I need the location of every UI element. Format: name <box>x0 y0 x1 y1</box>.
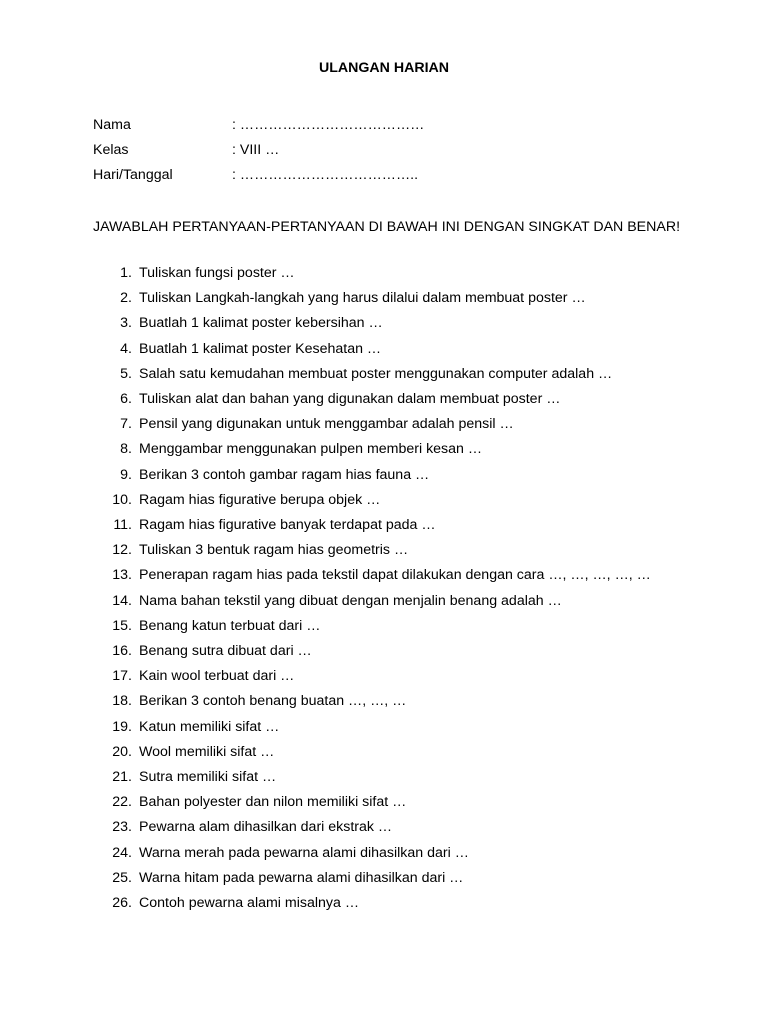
question-number: 24. <box>112 844 132 861</box>
question-number: 16. <box>112 643 132 659</box>
question-text: Buatlah 1 kalimat poster kebersihan … <box>139 315 383 332</box>
question-text: Benang sutra dibuat dari … <box>139 643 312 659</box>
question-text: Warna hitam pada pewarna alami dihasilkan dari … <box>139 869 464 886</box>
info-value: : VIII … <box>232 142 280 158</box>
question-text: Penerapan ragam hias pada tekstil dapat dilakukan dengan cara …, …, …, …, … <box>139 567 651 584</box>
question-text: Tuliskan alat dan bahan yang digunakan dalam membuat poster … <box>139 391 561 407</box>
question-number: 10. <box>112 491 132 508</box>
info-label: Nama <box>93 117 131 133</box>
question-number: 26. <box>112 895 132 911</box>
question-text: Salah satu kemudahan membuat poster menggunakan computer adalah … <box>139 365 613 382</box>
question-number: 22. <box>112 794 132 811</box>
question-text: Nama bahan tekstil yang dibuat dengan menjalin benang adalah … <box>139 592 562 609</box>
question-text: Ragam hias figurative berupa objek … <box>139 491 381 508</box>
info-label: Kelas <box>93 142 129 158</box>
question-number: 14. <box>112 592 132 609</box>
question-number: 7. <box>120 416 132 433</box>
question-number: 2. <box>120 290 132 307</box>
question-number: 4. <box>120 340 132 357</box>
question-text: Warna merah pada pewarna alami dihasilkan dari … <box>139 844 469 861</box>
question-number: 21. <box>112 769 132 785</box>
question-text: Tuliskan fungsi poster … <box>139 265 295 281</box>
question-number: 25. <box>112 869 132 886</box>
question-text: Pewarna alam dihasilkan dari ekstrak … <box>139 819 393 836</box>
question-text: Berikan 3 contoh benang buatan …, …, … <box>139 693 407 710</box>
question-number: 23. <box>112 819 132 836</box>
question-number: 6. <box>120 391 132 407</box>
question-number: 13. <box>112 567 132 584</box>
question-number: 17. <box>112 668 132 685</box>
question-number: 1. <box>120 265 132 281</box>
page-title: ULANGAN HARIAN <box>318 60 450 76</box>
question-text: Katun memiliki sifat … <box>139 718 280 735</box>
question-text: Wool memiliki sifat … <box>139 743 275 760</box>
question-number: 3. <box>120 315 132 332</box>
question-text: Ragam hias figurative banyak terdapat pada … <box>139 517 436 533</box>
info-label: Hari/Tanggal <box>93 167 173 183</box>
question-number: 18. <box>112 693 132 710</box>
question-text: Kain wool terbuat dari … <box>139 668 295 685</box>
question-text: Pensil yang digunakan untuk menggambar adalah pensil … <box>139 416 514 433</box>
question-text: Sutra memiliki sifat … <box>139 769 277 785</box>
question-number: 20. <box>112 743 132 760</box>
question-text: Menggambar menggunakan pulpen memberi kesan … <box>139 441 483 458</box>
question-text: Contoh pewarna alami misalnya … <box>139 895 360 911</box>
question-number: 12. <box>112 542 132 559</box>
info-value: : ……………………………….. <box>232 167 419 183</box>
question-text: Benang katun terbuat dari … <box>139 617 321 634</box>
question-number: 15. <box>112 617 132 634</box>
instruction-text: JAWABLAH PERTANYAAN-PERTANYAAN DI BAWAH INI DENGAN SINGKAT DAN BENAR! <box>93 219 681 235</box>
question-text: Berikan 3 contoh gambar ragam hias fauna … <box>139 466 430 483</box>
question-text: Tuliskan 3 bentuk ragam hias geometris … <box>139 542 409 559</box>
question-number: 9. <box>120 466 132 483</box>
question-number: 5. <box>120 365 132 382</box>
question-number: 19. <box>112 718 132 735</box>
question-text: Tuliskan Langkah-langkah yang harus dilalui dalam membuat poster … <box>139 290 586 307</box>
question-number: 11. <box>113 517 132 533</box>
question-text: Buatlah 1 kalimat poster Kesehatan … <box>139 340 382 357</box>
question-number: 8. <box>120 441 132 458</box>
info-value: : ………………………………… <box>232 117 425 133</box>
question-text: Bahan polyester dan nilon memiliki sifat … <box>139 794 407 811</box>
